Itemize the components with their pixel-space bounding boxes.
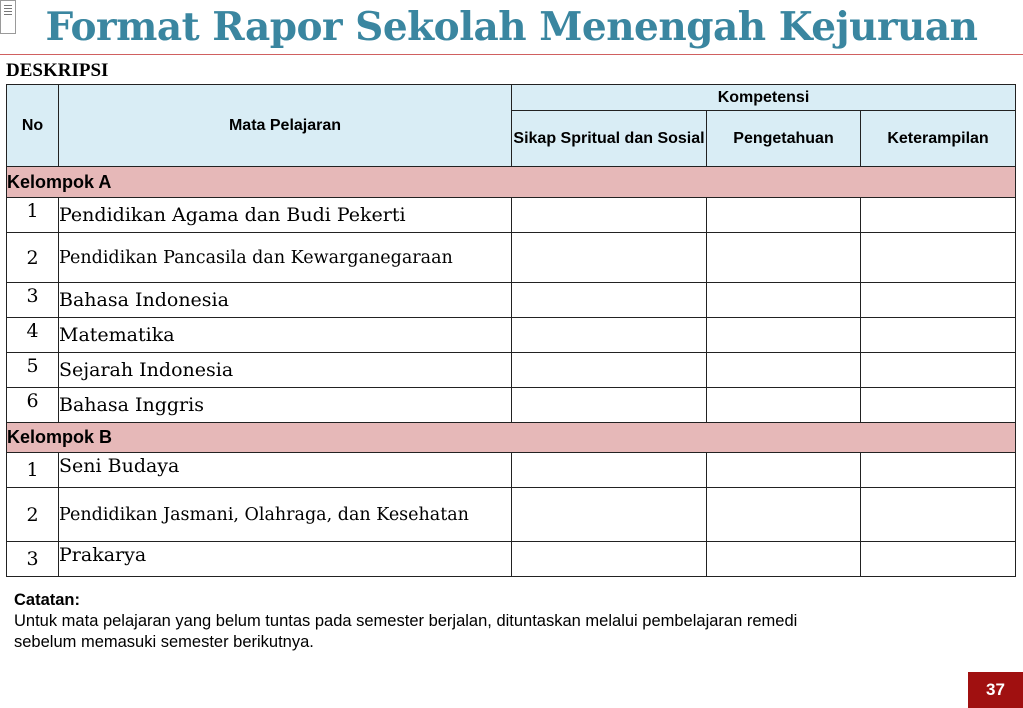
knowledge-cell [707, 542, 861, 577]
notes-line-2: sebelum memasuki semester berikutnya. [14, 633, 314, 651]
notes-line-1: Untuk mata pelajaran yang belum tuntas pada semester berjalan, dituntaskan melalui pembelajaran remedi [14, 612, 798, 630]
notes [14, 590, 797, 653]
attitude-cell [512, 233, 707, 283]
knowledge-cell [707, 233, 861, 283]
row-number: 2 [7, 233, 59, 283]
skills-cell [861, 233, 1016, 283]
knowledge-cell [707, 198, 861, 233]
attitude-cell [512, 318, 707, 353]
attitude-cell [512, 453, 707, 488]
row-number: 2 [7, 488, 59, 542]
table-row [7, 388, 1016, 423]
subject-name: Pendidikan Pancasila dan Kewarganegaraan [59, 233, 512, 283]
subject-name: Pendidikan Agama dan Budi Pekerti [59, 198, 512, 233]
knowledge-cell [707, 453, 861, 488]
table-row [7, 353, 1016, 388]
header-competence: Kompetensi [512, 85, 1016, 111]
attitude-cell [512, 388, 707, 423]
subject-name: Bahasa Inggris [59, 388, 512, 423]
skills-cell [861, 318, 1016, 353]
table-row [7, 542, 1016, 577]
attitude-cell [512, 353, 707, 388]
knowledge-cell [707, 488, 861, 542]
table-row [7, 318, 1016, 353]
skills-cell [861, 198, 1016, 233]
table-row [7, 198, 1016, 233]
attitude-cell [512, 488, 707, 542]
skills-cell [861, 283, 1016, 318]
row-number: 5 [7, 353, 59, 388]
row-number: 3 [7, 542, 59, 577]
notes-title: Catatan: [14, 591, 81, 609]
subject-name: Prakarya [59, 542, 512, 577]
table-row [7, 453, 1016, 488]
header-no: No [7, 85, 59, 167]
table-row [7, 488, 1016, 542]
subject-name: Matematika [59, 318, 512, 353]
title-divider [0, 54, 1023, 55]
section-label: DESKRIPSI [6, 60, 109, 81]
header-subject: Mata Pelajaran [59, 85, 512, 167]
table-row [7, 233, 1016, 283]
page-number: 37 [968, 672, 1023, 708]
subject-name: Seni Budaya [59, 453, 512, 488]
skills-cell [861, 353, 1016, 388]
row-number: 6 [7, 388, 59, 423]
attitude-cell [512, 542, 707, 577]
knowledge-cell [707, 318, 861, 353]
subject-name: Pendidikan Jasmani, Olahraga, dan Kesehatan [59, 488, 512, 542]
row-number: 1 [7, 198, 59, 233]
subject-name: Sejarah Indonesia [59, 353, 512, 388]
page-title: Format Rapor Sekolah Menengah Kejuruan [45, 4, 978, 50]
row-number: 1 [7, 453, 59, 488]
row-number: 3 [7, 283, 59, 318]
knowledge-cell [707, 353, 861, 388]
knowledge-cell [707, 388, 861, 423]
attitude-cell [512, 198, 707, 233]
header-knowledge: Pengetahuan [707, 111, 861, 167]
skills-cell [861, 453, 1016, 488]
skills-cell [861, 542, 1016, 577]
skills-cell [861, 488, 1016, 542]
group-b-header: Kelompok B [7, 423, 1016, 453]
skills-cell [861, 388, 1016, 423]
table-row [7, 283, 1016, 318]
header-attitude: Sikap Spritual dan Sosial [512, 111, 707, 167]
attitude-cell [512, 283, 707, 318]
header-skills: Keterampilan [861, 111, 1016, 167]
subject-name: Bahasa Indonesia [59, 283, 512, 318]
row-number: 4 [7, 318, 59, 353]
knowledge-cell [707, 283, 861, 318]
group-a-header: Kelompok A [7, 167, 1016, 198]
report-table [6, 84, 1016, 577]
